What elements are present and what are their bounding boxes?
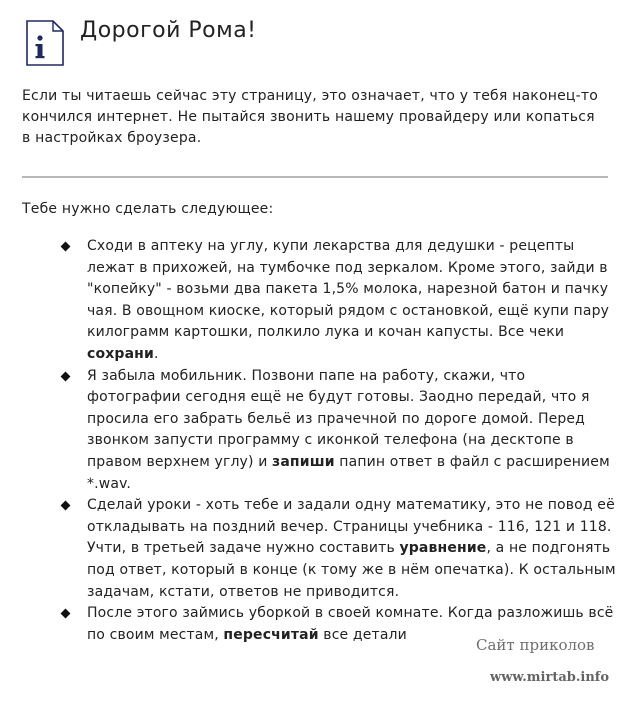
list-item <box>60 495 616 603</box>
task-text: Сходи в аптеку на углу, купи лекарства для дедушки - рецепты лежат в прихожей, на тумбочке под зеркалом. Кроме этого, зайди в "копейку" - возьми два пакета 1,5% молока, нарезной батон и пачку чая. В овощном киоске, который рядом с остановкой, ещё купи пару килограмм картошки, полкило лука и кочан капусты. Все чеки <box>87 238 610 341</box>
task-text: папин ответ в файл с расширением *.wav. <box>87 453 610 492</box>
page-title: Дорогой Рома! <box>80 18 257 43</box>
watermark-caption: Сайт приколов <box>476 636 595 654</box>
task-emphasis: сохрани <box>87 345 154 362</box>
bullet-icon <box>61 609 71 619</box>
task-list <box>60 236 616 646</box>
bullet-icon <box>61 371 71 381</box>
task-lead: Тебе нужно сделать следующее: <box>22 201 274 217</box>
task-text: После этого займись уборкой в своей комнате. Когда разложишь всё по своим местам, <box>87 605 614 643</box>
divider <box>22 176 608 178</box>
task-emphasis: уравнение <box>399 540 487 557</box>
task-text: все детали <box>318 626 407 643</box>
watermark-url: www.mirtab.info <box>490 670 610 685</box>
list-item <box>60 236 616 366</box>
info-icon <box>26 20 64 66</box>
task-text: . <box>153 345 159 362</box>
task-emphasis: пересчитай <box>223 626 319 643</box>
bullet-icon <box>61 242 71 252</box>
intro-paragraph: Если ты читаешь сейчас эту страницу, это означает, что у тебя наконец-то кончился интернет. Не пытайся звонить нашему провайдеру или копаться в настройках броузера. <box>22 88 598 146</box>
list-item <box>60 366 616 496</box>
task-text: Сделай уроки - хоть тебе и задали одну математику, это не повод её откладывать на поздний вечер. Страницы учебника - 116, 121 и 118. Учти, в третьей задаче нужно составить <box>87 497 615 557</box>
task-emphasis: запиши <box>272 453 335 470</box>
bullet-icon <box>61 501 71 511</box>
task-text: Я забыла мобильник. Позвони папе на работу, скажи, что фотографии сегодня ещё не будут готовы. Заодно передай, что я просила его забрать бельё из прачечной по дороге домой. Перед звонком запусти программу с иконкой телефона (на десктопе в правом верхнем углу) и <box>87 367 590 470</box>
task-text: , а не подгонять под ответ, который в конце (к тому же в нём опечатка). К остальным задачам, кстати, ответов не приводится. <box>87 540 616 600</box>
